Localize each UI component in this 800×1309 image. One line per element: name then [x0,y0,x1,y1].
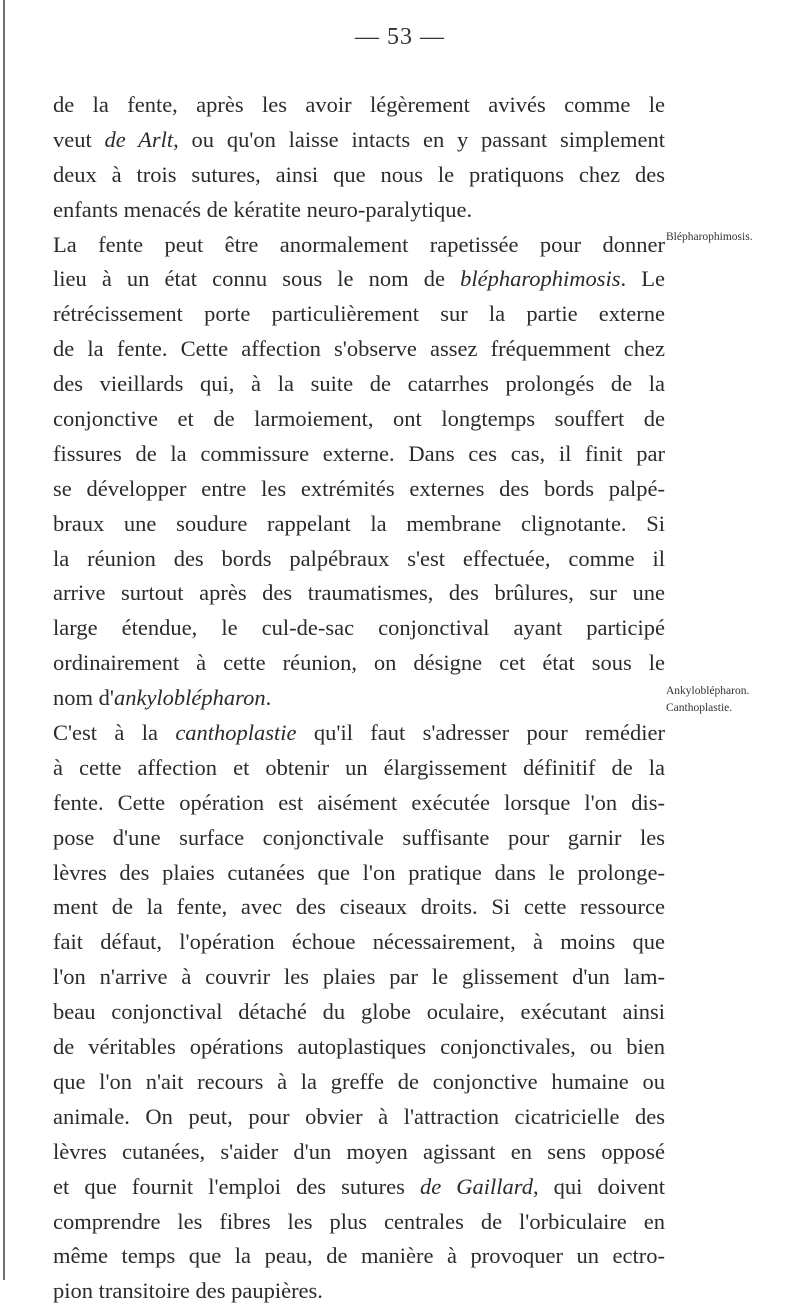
text-run: fissures de la commissure externe. Dans ces cas, il finit par [53,440,665,466]
italic-term: canthoplastie [175,720,297,746]
text-run: d' [98,685,114,711]
text-run: fente. Cette opération est aisément exécutée lorsque l'on dis- [53,789,665,815]
text-run: même temps que la peau, de manière à provoquer un ectro- [53,1243,665,1269]
text-run: . Le [620,266,665,292]
text-run: à cette affection et obtenir un élargissement définitif de la [53,754,665,780]
text-line [53,1205,665,1240]
body-text [53,88,665,1309]
text-run: des vieillards qui, à la suite de catarrhes prolongés de la [53,371,665,397]
text-run: arrive surtout après des traumatismes, des brûlures, sur une [53,580,665,606]
text-line [53,332,665,367]
text-run: ordinairement à cette réunion, on désigne cet état sous le [53,650,665,676]
text-run: pose d'une surface conjonctivale suffisante pour garnir les [53,824,665,850]
text-line [53,821,665,856]
text-run: fait défaut, l'opération échoue nécessairement, à moins que [53,929,665,955]
text-line [53,542,665,577]
text-run: La fente peut être anormalement rapetissée pour donner [53,231,665,257]
text-run: la réunion des bords palpébraux s'est effectuée, comme il [53,545,665,571]
text-line [53,646,665,681]
text-line [53,262,665,297]
text-line [53,716,665,751]
text-line [53,1170,665,1205]
text-run: rétrécissement porte particulièrement sur la partie externe [53,301,665,327]
text-run: pion transitoire des paupières. [53,1278,323,1304]
text-run: , qui doivent [532,1173,665,1199]
text-run: et que fournit l'emploi des sutures [53,1173,420,1199]
text-line [53,995,665,1030]
text-line [53,576,665,611]
margin-note-blepharophimosis: Blépharophimosis. [666,231,753,243]
italic-term: de Arlt [104,126,174,152]
text-run: l'on n'arrive à couvrir les plaies par le glissement d'un lam- [53,964,665,990]
text-line [53,228,665,263]
text-line [53,402,665,437]
text-run: de véritables opérations autoplastiques conjonctivales, ou bien [53,1034,665,1060]
text-line [53,1065,665,1100]
text-run: veut [53,126,105,152]
text-run: nom [53,685,99,711]
text-line [53,1239,665,1274]
text-run: lèvres des plaies cutanées que l'on pratique dans le prolonge- [53,859,665,885]
text-line [53,751,665,786]
text-line [53,123,665,158]
text-line [53,1100,665,1135]
italic-term: blépharophimosis [460,266,621,292]
page-edge-line [3,0,5,1280]
text-run: deux à trois sutures, ainsi que nous le pratiquons chez des [53,161,665,187]
margin-note-ankyloblepharon: Ankyloblépharon. [666,685,750,697]
text-line [53,786,665,821]
text-run: lèvres cutanées, s'aider d'un moyen agissant en sens opposé [53,1138,665,1164]
text-line [53,158,665,193]
text-line [53,1274,665,1309]
text-run: conjonctive et de larmoiement, ont longtemps souffert de [53,406,665,432]
text-run: large étendue, le cul-de-sac conjonctival ayant participé [53,615,665,641]
text-line [53,960,665,995]
text-line [53,681,665,716]
text-run: C'est à la [53,720,176,746]
text-line [53,1135,665,1170]
text-run: qu'il faut s'adresser pour remédier [296,720,666,746]
text-run: braux une soudure rappelant la membrane clignotante. Si [53,510,665,536]
text-line [53,890,665,925]
italic-term: de Gaillard [419,1173,533,1199]
text-line [53,193,665,228]
text-run: . [265,685,272,711]
text-line [53,297,665,332]
text-line [53,367,665,402]
text-run: lieu à un état connu sous le nom de [53,266,461,292]
text-line [53,437,665,472]
text-run: enfants menacés de kératite neuro-paralytique. [53,196,473,222]
text-line [53,856,665,891]
italic-term: ankyloblépharon [113,685,266,711]
text-run: de la fente. Cette affection s'observe assez fréquemment chez [53,336,665,362]
text-line [53,611,665,646]
text-run: beau conjonctival détaché du globe oculaire, exécutant ainsi [53,999,665,1025]
text-run: se développer entre les extrémités externes des bords palpé- [53,475,665,501]
text-run: de la fente, après les avoir légèrement avivés comme le [53,92,665,117]
text-run: comprendre les fibres les plus centrales de l'orbiculaire en [53,1208,665,1234]
text-run: que l'on n'ait recours à la greffe de conjonctive humaine ou [53,1068,665,1094]
text-line [53,1030,665,1065]
text-line [53,507,665,542]
text-line [53,925,665,960]
text-line [53,472,665,507]
margin-note-canthoplastie: Canthoplastie. [666,702,733,714]
text-line [53,88,665,123]
page-number: — 53 — [355,24,445,50]
text-run: , ou qu'on laisse intacts en y passant simplement [173,126,666,152]
text-run: ment de la fente, avec des ciseaux droits. Si cette ressource [53,894,665,920]
text-run: animale. On peut, pour obvier à l'attraction cicatricielle des [53,1103,665,1129]
